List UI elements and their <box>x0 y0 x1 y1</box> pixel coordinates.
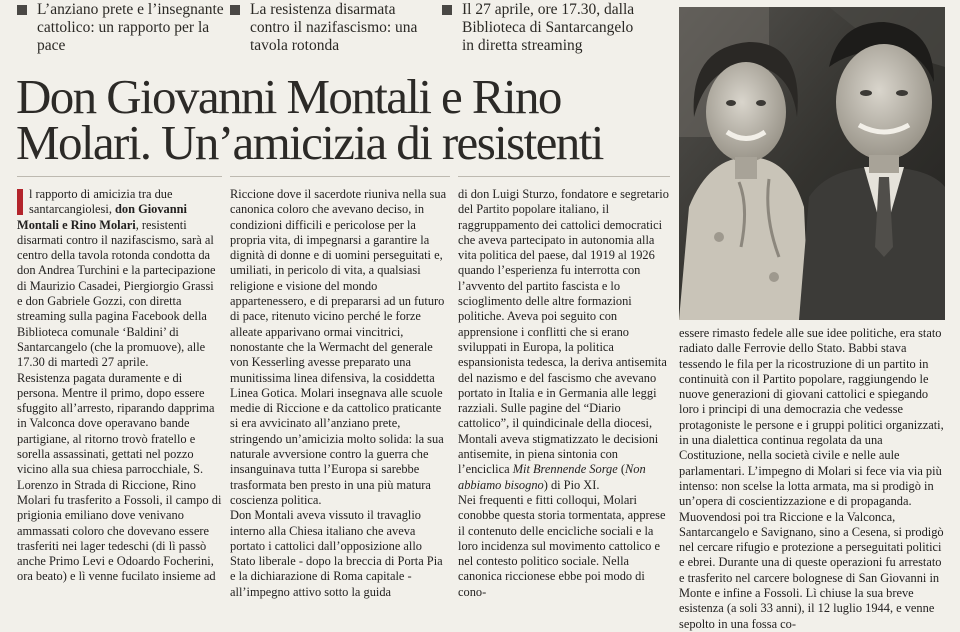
paragraph: Resistenza pagata duramente e di persona. Mentre il primo, dopo essere sfuggito all’arresto, riparando dapprima in Valconca dove operavano bande partigiane, al ritorno trovò fratello e sorella assassinati, gettati nel pozzo vicino alla sua chiesa parrocchiale, S. Lorenzo in Strada di Riccione, Rino Molari fu trasferito a Fossoli, il campo di prigionia emiliano dove venivano ammassati coloro che dovevano essere trasferiti nei lager tedeschi (di lì passò anche Primo Levi e Odoardo Focherini, ora beato) e lì venne fucilato insieme ad <box>17 370 222 584</box>
paragraph <box>458 187 670 493</box>
names-bold: don Giovanni Montali e Rino Molari <box>17 202 187 232</box>
subheading-text: Il 27 aprile, ore 17.30, dalla Biblioteca di Santarcangelo in diretta streaming <box>462 1 635 54</box>
subheading-bullet-3 <box>462 1 642 55</box>
article-column-3 <box>458 187 670 600</box>
paragraph-text: sarà al centro della tavola rotonda condotta da don Andrea Turchini e la partecipazione di Maurizio Casadei, Piergiorgio Grassi e don Gabriele Gozzi, con diretta streaming sulla pagina Facebook della Biblioteca comunale ‘Baldini’ di Santarcangelo (che la promuove), alle 17.30 di martedì 27 aprile. <box>17 232 216 370</box>
drop-cap-red-bar <box>17 189 23 215</box>
bullet-square-icon <box>230 5 240 15</box>
encyclical-title: Non abbiamo bisogno <box>458 462 646 492</box>
paragraph <box>17 187 222 371</box>
column-rule <box>458 176 670 177</box>
bullet-square-icon <box>17 5 27 15</box>
bullet-square-icon <box>442 5 452 15</box>
paragraph: Riccione dove il sacerdote riuniva nella sua canonica coloro che avevano deciso, in condizioni difficili e pericolose per la propria vita, di impegnarsi a garantire la dignità di donne e di uomini perseguitati e, umiliati, in pericolo di vita, a qualsiasi religione e visione del mondo appartenessero, e di prepararsi ad un futuro di pace, ritenuto vicino perché le forze alleate apparivano ormai vincitrici, nonostante che la Wermacht del generale von Kesserling avesse preparato una munitissima linea difensiva, la cosiddetta Linea Gotica. Molari insegnava alle scuole medie di Riccione e da cattolico praticante si era avvicinato all’anziano prete, stringendo un’amicizia molto solida: la sua naturale avversione contro la guerra che insanguinava tutta l’Europa si sarebbe trasformata ben presto in una più matura coscienza politica. <box>230 187 447 507</box>
paragraph: Don Montali aveva vissuto il travaglio interno alla Chiesa italiano che aveva portato i cattolici dall’opposizione allo Stato liberale - dopo la breccia di Porta Pia e la dichiarazione di Roma capitale - all’impegno attivo sotto la guida <box>230 508 443 599</box>
article-column-4 <box>679 326 945 632</box>
paragraph-text: di don Luigi Sturzo, fondatore e segretario del Partito popolare italiano, il raggruppamento dei cattolici democratici che aveva partecipato in autonomia alla vita politica del paese, dal 1919 al 1926 quando l’esperienza fu interrotta con l’avvento del partito fascista e lo scioglimento delle altre formazioni politiche. Aveva poi seguito con apprensione i conflitti che si erano sviluppati in Europa, la politica espansionista tedesca, la deriva antisemita del nazismo e del fascismo che avevano portato in Italia e in Germania alle leggi razziali. Sulle pagine del “Diario cattolico”, il quindicinale della diocesi, Montali aveva stigmatizzato le decisioni antisemite, in piena sintonia con l’enciclica <box>458 187 669 477</box>
column-rule <box>230 176 450 177</box>
paragraph: essere rimasto fedele alle sue idee politiche, era stato radiato dalle Ferrovie dello Stato. Babbi stava tessendo le fila per la ricostruzione di un partito in continuità con il Partito popolare, raggiungendo le nuove generazioni di giovani cattolici e spiegando loro i principi di una democrazia che vedesse protagoniste le persone e i gruppi politici organizzati, in una dialettica continua regolata da una Costituzione, nella società civile e nelle aule parlamentari. L’impegno di Molari si fece via via più intenso: non scelse la lotta armata, ma si prodigò in un’opera di coscientizzazione e di propaganda. Muovendosi poi tra Riccione e la Valconca, Santarcangelo e Savignano, sino a Cesena, si prodigò nel cercare rifugio e protezione a perseguitati politici e ebrei. Durante una di queste operazioni fu arrestato e trasferito nel carcere bolognese di San Giovanni in Monte e infine a Fossoli. Lì chiuse la sua breve esistenza (a soli 33 anni), il 12 luglio 1944, e venne sepolto in una fossa co- <box>679 326 944 631</box>
subheading-bullet-1 <box>37 1 227 55</box>
paragraph-text: , resistenti disarmati contro il nazifascismo, <box>17 217 187 247</box>
article-photo <box>679 7 945 320</box>
paragraph-text: l rapporto di amicizia tra due santarcangiolesi, <box>29 187 173 217</box>
article-headline: Don Giovanni Montali e Rino Molari. Un’amicizia di resistenti <box>16 69 603 170</box>
subheading-text: L’anziano prete e l’insegnante cattolico: un rapporto per la pace <box>37 1 224 54</box>
article-column-1 <box>17 187 222 585</box>
encyclical-title: Mit Brennende Sorge <box>512 462 618 477</box>
paragraph: Nei frequenti e fitti colloqui, Molari conobbe questa storia tormentata, apprese il contenuto delle encicliche sociali e la loro incidenza sul movimento cattolico e nel contesto politico sociale. Nella canonica riccionese ebbe poi modo di cono- <box>458 492 666 599</box>
subheading-bullet-2 <box>250 1 430 55</box>
subheading-text: La resistenza disarmata contro il nazifascismo: una tavola rotonda <box>250 1 418 54</box>
paragraph-text: ( <box>617 462 625 477</box>
paragraph-text: ) di Pio XI. <box>543 477 600 492</box>
column-rule <box>17 176 222 177</box>
article-column-2 <box>230 187 450 600</box>
photo-couple-image <box>679 7 945 320</box>
